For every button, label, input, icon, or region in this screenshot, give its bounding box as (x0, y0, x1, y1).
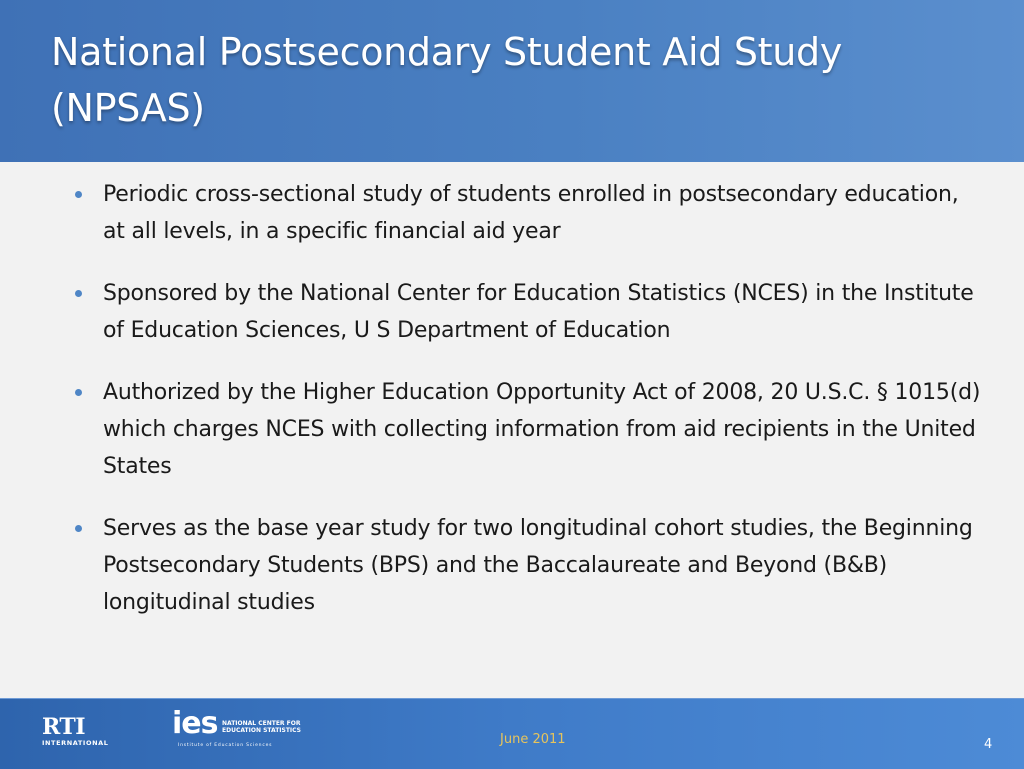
bullet-dot-icon (75, 389, 82, 396)
title-bar (0, 0, 1024, 162)
footer-bar (0, 698, 1024, 769)
bullet-text: Authorized by the Higher Education Opportunity Act of 2008, 20 U.S.C. § 1015(d) which charges NCES with collecting information from aid recipients in the United States (103, 380, 981, 479)
bullet-dot-icon (75, 525, 82, 532)
bullet-dot-icon (75, 191, 82, 198)
slide-number: 4 (984, 737, 993, 752)
ies-logo-tagline: Institute of Education Sciences (178, 743, 273, 748)
bullet-text: Periodic cross-sectional study of students enrolled in postsecondary education, at all levels, in a specific financial aid year (103, 182, 959, 244)
rti-logo-mark: RTI (42, 714, 86, 740)
footer-date: June 2011 (500, 732, 566, 747)
ies-logo-center-name: NATIONAL CENTER FOR EDUCATION STATISTICS (222, 720, 302, 734)
bullet-list (72, 176, 982, 646)
bullet-item (72, 275, 982, 349)
ies-logo-mark: ies (172, 706, 218, 741)
ies-logo (172, 707, 304, 753)
bullet-item (72, 176, 982, 250)
bullet-item (72, 374, 982, 485)
rti-logo-subtitle: INTERNATIONAL (42, 739, 109, 747)
rti-logo (42, 715, 114, 749)
slide-title: National Postsecondary Student Aid Study (NPSAS) (51, 30, 843, 130)
bullet-dot-icon (75, 290, 82, 297)
bullet-text: Sponsored by the National Center for Education Statistics (NCES) in the Institute of Education Sciences, U S Department of Education (103, 281, 974, 343)
bullet-item (72, 510, 982, 621)
bullet-text: Serves as the base year study for two longitudinal cohort studies, the Beginning Postsecondary Students (BPS) and the Baccalaureate and Beyond (B&B) longitudinal studies (103, 516, 973, 615)
